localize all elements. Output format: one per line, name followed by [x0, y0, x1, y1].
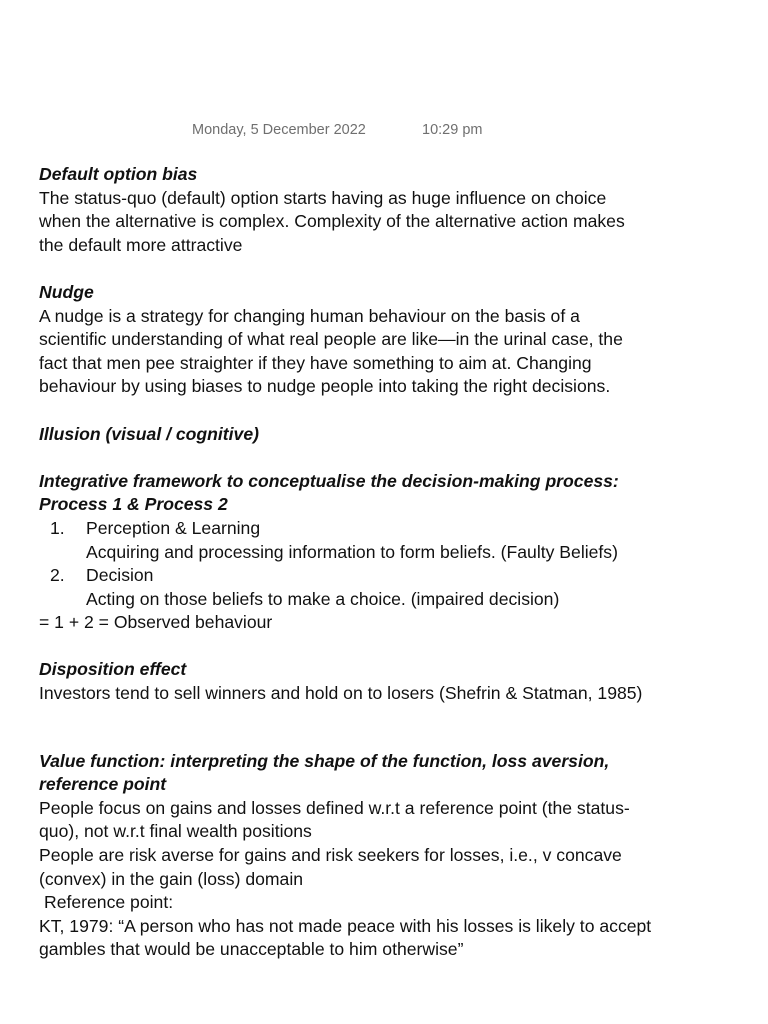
kt-quote-line-1: KT, 1979: “A person who has not made peace with his losses is likely to accept	[39, 915, 652, 936]
nudge-line-2: scientific understanding of what real people are like—in the urinal case, the	[39, 329, 623, 350]
heading-framework-line-1: Integrative framework to conceptualise the decision-making process:	[39, 470, 619, 491]
heading-default-option-bias: Default option bias	[39, 164, 198, 184]
heading-value-function-line-2: reference point	[39, 774, 167, 795]
nudge-line-1: A nudge is a strategy for changing human behaviour on the basis of a	[39, 305, 580, 326]
default-option-line-1: The status-quo (default) option starts having as huge influence on choice	[39, 187, 607, 208]
value-function-line-3: People are risk averse for gains and risk seekers for losses, i.e., v concave	[39, 845, 622, 866]
default-option-line-3: the default more attractive	[39, 234, 243, 255]
list-item-number: 1.	[50, 517, 65, 538]
heading-nudge: Nudge	[39, 281, 94, 302]
value-function-line-4: (convex) in the gain (loss) domain	[39, 868, 304, 889]
list-item-detail: Acting on those beliefs to make a choice. (impaired decision)	[86, 588, 560, 609]
note-body[interactable]	[39, 163, 739, 960]
kt-quote-line-2: gambles that would be unacceptable to him otherwise”	[39, 939, 464, 960]
list-item-number: 2.	[50, 565, 65, 586]
list-item	[39, 517, 739, 564]
value-function-line-2: quo), not w.r.t final wealth positions	[39, 821, 312, 842]
list-item-title: Perception & Learning	[86, 517, 261, 538]
list-item-detail: Acquiring and processing information to form beliefs. (Faulty Beliefs)	[86, 541, 618, 562]
nudge-line-3: fact that men pee straighter if they have something to aim at. Changing	[39, 352, 592, 373]
reference-point-label: Reference point:	[44, 892, 174, 913]
note-time: 10:29 pm	[422, 122, 483, 138]
note-date: Monday, 5 December 2022	[192, 122, 366, 138]
heading-illusion: Illusion (visual / cognitive)	[39, 423, 259, 444]
framework-summary: = 1 + 2 = Observed behaviour	[39, 612, 273, 633]
nudge-line-4: behaviour by using biases to nudge people into taking the right decisions.	[39, 376, 611, 397]
list-item-title: Decision	[86, 565, 154, 586]
disposition-text: Investors tend to sell winners and hold on to losers (Shefrin & Statman, 1985)	[39, 683, 643, 704]
heading-value-function-line-1: Value function: interpreting the shape of the function, loss aversion,	[39, 750, 610, 771]
heading-framework-line-2: Process 1 & Process 2	[39, 494, 228, 515]
note-dateline	[192, 122, 483, 138]
list-item	[39, 564, 739, 611]
heading-disposition-effect: Disposition effect	[39, 659, 187, 680]
value-function-line-1: People focus on gains and losses defined w.r.t a reference point (the status-	[39, 797, 630, 818]
default-option-line-2: when the alternative is complex. Complexity of the alternative action makes	[39, 211, 625, 232]
